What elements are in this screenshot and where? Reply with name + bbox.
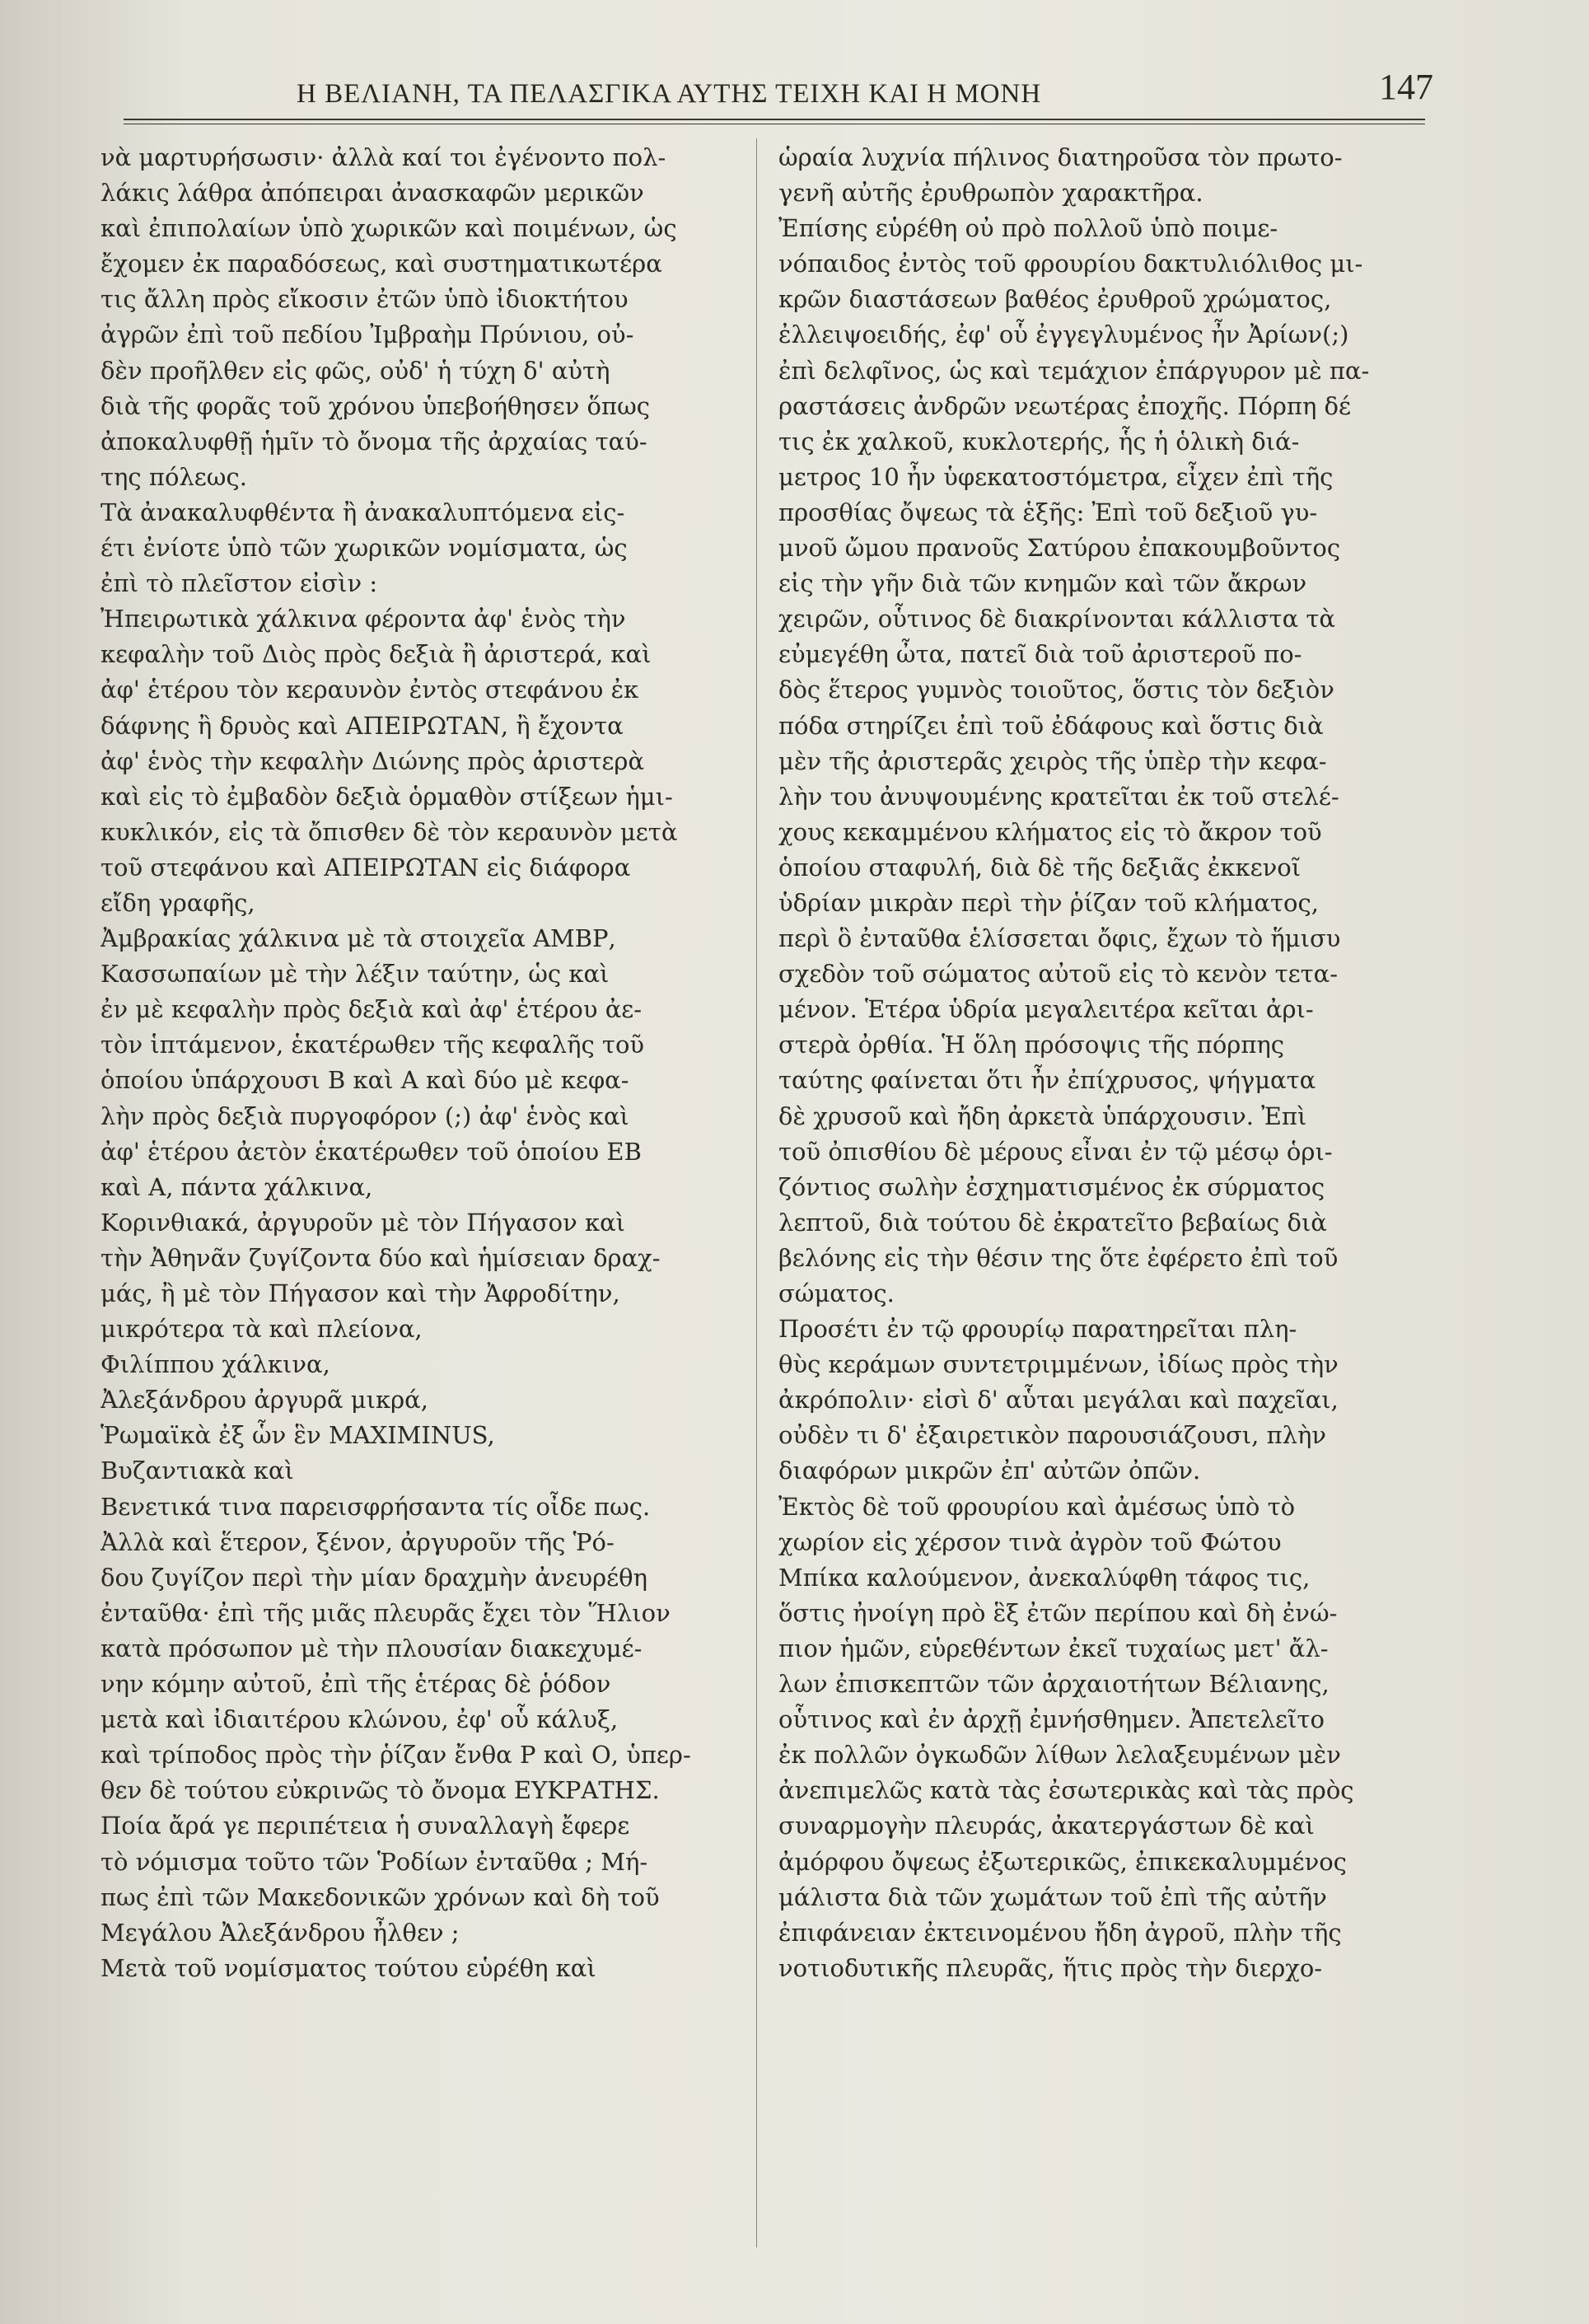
text-line: δὲ χρυσοῦ καὶ ἤδη ἀρκετὰ ὑπάρχουσιν. Ἐπὶ (778, 1101, 1307, 1130)
text-line: ζόντιος σωλὴν ἐσχηματισμένος ἐκ σύρματος (778, 1172, 1325, 1201)
text-line: συναρμογὴν πλευράς, ἀκατεργάστων δὲ καὶ (778, 1812, 1315, 1840)
text-line: περὶ ὃ ἐνταῦθα ἑλίσσεται ὄφις, ἔχων τὸ ἥμισυ (778, 924, 1341, 953)
column-divider (756, 138, 757, 2247)
text-line: ὁποίου ὑπάρχουσι Β καὶ Α καὶ δύο μὲ κεφα- (100, 1066, 629, 1095)
text-line: Ἀμβρακίας χάλκινα μὲ τὰ στοιχεῖα ΑΜΒΡ, (100, 924, 616, 953)
header-rule (124, 119, 1425, 120)
text-line: λὴν πρὸς δεξιὰ πυργοφόρον (;) ἀφ' ἑνὸς καὶ (100, 1101, 629, 1130)
text-line: καὶ τρίποδος πρὸς τὴν ῥίζαν ἔνθα Ρ καὶ Ο, ὑπερ- (100, 1741, 691, 1770)
text-line: Μπίκα καλούμενον, ἀνεκαλύφθη τάφος τις, (778, 1563, 1311, 1592)
text-line: νην κόμην αὐτοῦ, ἐπὶ τῆς ἑτέρας δὲ ῥόδον (100, 1670, 611, 1699)
text-line: χωρίον εἰς χέρσον τινὰ ἀγρὸν τοῦ Φώτου (778, 1527, 1282, 1556)
text-line: δου ζυγίζον περὶ τὴν μίαν δραχμὴν ἀνευρέθη (100, 1563, 647, 1592)
text-line: ἐκ πολλῶν ὀγκωδῶν λίθων λελαξευμένων μὲν (778, 1741, 1341, 1770)
text-line: ραστάσεις ἀνδρῶν νεωτέρας ἐποχῆς. Πόρπη δέ (778, 391, 1352, 420)
text-line: μάλιστα διὰ τῶν χωμάτων τοῦ ἐπὶ τῆς αὐτῆν (778, 1882, 1327, 1911)
text-line: λων ἐπισκεπτῶν τῶν ἀρχαιοτήτων Βέλιανης, (778, 1670, 1330, 1699)
text-line: τὴν Ἀθηνᾶν ζυγίζοντα δύο καὶ ἡμίσειαν δραχ- (100, 1243, 661, 1272)
text-line: τὸν ἱπτάμενον, ἑκατέρωθεν τῆς κεφαλῆς τοῦ (100, 1031, 645, 1059)
text-line: λάκις λάθρα ἀπόπειραι ἀνασκαφῶν μερικῶν (100, 179, 644, 208)
text-line: Ἀλεξάνδρου ἀργυρᾶ μικρά, (100, 1386, 428, 1415)
text-line: στερὰ ὀρθία. Ἡ ὅλη πρόσοψις τῆς πόρπης (778, 1031, 1285, 1059)
text-line: Κασσωπαίων μὲ τὴν λέξιν ταύτην, ὡς καὶ (100, 960, 610, 989)
text-line: ἀμόρφου ὄψεως ἐξωτερικῶς, ἐπικεκαλυμμένος (778, 1847, 1347, 1876)
text-line: τὸ νόμισμα τοῦτο τῶν Ῥοδίων ἐνταῦθα ; Μή- (100, 1847, 648, 1876)
text-line: διὰ τῆς φορᾶς τοῦ χρόνου ὑπεβοήθησεν ὅπως (100, 391, 650, 420)
text-line: κρῶν διαστάσεων βαθέος ἐρυθροῦ χρώματος, (778, 285, 1332, 314)
text-line: Ἐπίσης εὑρέθη οὐ πρὸ πολλοῦ ὑπὸ ποιμε- (778, 214, 1278, 243)
text-line: τοῦ ὀπισθίου δὲ μέρους εἶναι ἐν τῷ μέσῳ ὁρι- (778, 1137, 1333, 1166)
text-line: μικρότερα τὰ καὶ πλείονα, (100, 1315, 423, 1344)
text-line: μάς, ἢ μὲ τὸν Πήγασον καὶ τὴν Ἀφροδίτην, (100, 1279, 620, 1307)
text-line: θεν δὲ τούτου εὐκρινῶς τὸ ὄνομα ΕΥΚΡΑΤΗΣ. (100, 1776, 660, 1805)
text-line: καὶ εἰς τὸ ἐμβαδὸν δεξιὰ ὁρμαθὸν στίξεων ἡμι- (100, 782, 673, 811)
text-line: τις ἄλλη πρὸς εἴκοσιν ἐτῶν ὑπὸ ἰδιοκτήτου (100, 285, 629, 314)
text-line: χους κεκαμμένου κλήματος εἰς τὸ ἄκρον τοῦ (778, 817, 1322, 846)
text-line: πιον ἡμῶν, εὑρεθέντων ἐκεῖ τυχαίως μετ' ἄλ- (778, 1634, 1329, 1662)
left-text-column (100, 140, 751, 1986)
text-line: Προσέτι ἐν τῷ φρουρίῳ παρατηρεῖται πλη- (778, 1315, 1297, 1344)
text-line: Ἠπειρωτικὰ χάλκινα φέροντα ἀφ' ἑνὸς τὴν (100, 605, 626, 634)
text-line: ἐπὶ δελφῖνος, ὡς καὶ τεμάχιον ἐπάργυρον μὲ πα- (778, 356, 1370, 385)
text-line: ἐνταῦθα· ἐπὶ τῆς μιᾶς πλευρᾶς ἔχει τὸν Ἥλιον (100, 1598, 671, 1627)
running-title: Η ΒΕΛΙΑΝΗ, ΤΑ ΠΕΛΑΣΓΙΚΑ ΑΥΤΗΣ ΤΕΙΧΗ ΚΑΙ Η ΜΟΝΗ (297, 79, 1042, 109)
text-line: ἐπὶ τὸ πλεῖστον εἰσὶν : (100, 569, 378, 598)
text-line: οὐδὲν τι δ' ἐξαιρετικὸν παρουσιάζουσι, πλὴν (778, 1421, 1327, 1450)
text-line: ἀγρῶν ἐπὶ τοῦ πεδίου Ἰμβραὴμ Πρύνιου, οὐ- (100, 320, 634, 349)
text-line: νοτιοδυτικῆς πλευρᾶς, ἥτις πρὸς τὴν διερχο- (778, 1953, 1323, 1982)
text-line: πόδα στηρίζει ἐπὶ τοῦ ἐδάφους καὶ ὅστις διὰ (778, 711, 1324, 740)
text-line: πως ἐπὶ τῶν Μακεδονικῶν χρόνων καὶ δὴ τοῦ (100, 1882, 660, 1911)
running-header (247, 64, 1433, 122)
text-line: ὁποίου σταφυλή, διὰ δὲ τῆς δεξιᾶς ἐκκενοῖ (778, 853, 1302, 881)
text-line: μετρος 10 ἦν ὑφεκατοστόμετρα, εἶχεν ἐπὶ τῆς (778, 462, 1334, 491)
text-line: μένον. Ἑτέρα ὑδρία μεγαλειτέρα κεῖται ἀρι- (778, 995, 1314, 1024)
text-line: δὸς ἕτερος γυμνὸς τοιοῦτος, ὅστις τὸν δεξιὸν (778, 676, 1334, 704)
text-line: γενῆ αὐτῆς ἐρυθρωπὸν χαρακτῆρα. (778, 179, 1203, 208)
text-line: χειρῶν, οὗτινος δὲ διακρίνονται κάλλιστα τὰ (778, 605, 1336, 634)
text-line: μετὰ καὶ ἰδιαιτέρου κλώνου, ἐφ' οὗ κάλυξ, (100, 1705, 619, 1734)
text-line: ἔχομεν ἐκ παραδόσεως, καὶ συστηματικωτέρα (100, 250, 662, 278)
text-line: Μεγάλου Ἀλεξάνδρου ἦλθεν ; (100, 1918, 460, 1947)
text-line: νόπαιδος ἐντὸς τοῦ φρουρίου δακτυλιόλιθος μι- (778, 250, 1363, 278)
text-line: της πόλεως. (100, 462, 247, 491)
text-line: ὅστις ἠνοίγη πρὸ ἓξ ἐτῶν περίπου καὶ δὴ ἐνώ- (778, 1598, 1338, 1627)
text-line: νὰ μαρτυρήσωσιν· ἀλλὰ καί τοι ἐγένοντο πολ- (100, 143, 666, 171)
text-line: Ἀλλὰ καὶ ἕτερον, ξένον, ἀργυροῦν τῆς Ῥό- (100, 1527, 615, 1556)
text-line: κυκλικόν, εἰς τὰ ὄπισθεν δὲ τὸν κεραυνὸν μετὰ (100, 817, 678, 846)
text-line: λεπτοῦ, διὰ τούτου δὲ ἐκρατεῖτο βεβαίως διὰ (778, 1208, 1327, 1237)
text-line: εἰς τὴν γῆν διὰ τῶν κνημῶν καὶ τῶν ἄκρων (778, 569, 1307, 598)
text-line: ὑδρίαν μικρὰν περὶ τὴν ῥίζαν τοῦ κλήματος, (778, 888, 1319, 917)
text-line: καὶ Α, πάντα χάλκινα, (100, 1172, 373, 1201)
text-line: ἐν μὲ κεφαλὴν πρὸς δεξιὰ καὶ ἀφ' ἑτέρου ἀε- (100, 995, 643, 1024)
text-line: Μετὰ τοῦ νομίσματος τούτου εὑρέθη καὶ (100, 1953, 596, 1982)
text-line: ἀποκαλυφθῇ ἡμῖν τὸ ὄνομα τῆς ἀρχαίας ταύ- (100, 427, 647, 456)
text-line: σχεδὸν τοῦ σώματος αὐτοῦ εἰς τὸ κενὸν τετα- (778, 960, 1339, 989)
text-line: οὗτινος καὶ ἐν ἀρχῇ ἐμνήσθημεν. Ἀπετελεῖτο (778, 1705, 1325, 1734)
text-line: εἴδη γραφῆς, (100, 888, 255, 917)
text-line: βελόνης εἰς τὴν θέσιν της ὅτε ἐφέρετο ἐπὶ τοῦ (778, 1243, 1339, 1272)
text-line: θὺς κεράμων συντετριμμένων, ἰδίως πρὸς τὴν (778, 1350, 1339, 1379)
text-line: Βυζαντιακὰ καὶ (100, 1457, 294, 1485)
text-line: Φιλίππου χάλκινα, (100, 1350, 330, 1379)
text-line: καὶ ἐπιπολαίων ὑπὸ χωρικῶν καὶ ποιμένων, ὡς (100, 214, 677, 243)
text-line: Ποία ἄρά γε περιπέτεια ἡ συναλλαγὴ ἔφερε (100, 1812, 630, 1840)
text-line: Βενετικά τινα παρεισφρήσαντα τίς οἶδε πως. (100, 1492, 651, 1521)
text-line: ἀφ' ἑνὸς τὴν κεφαλὴν Διώνης πρὸς ἀριστερὰ (100, 746, 645, 775)
page-number: 147 (1379, 67, 1433, 107)
text-line: προσθίας ὄψεως τὰ ἑξῆς: Ἐπὶ τοῦ δεξιοῦ γυ- (778, 498, 1318, 526)
text-line: ἀκρόπολιν· εἰσὶ δ' αὗται μεγάλαι καὶ παχεῖαι, (778, 1386, 1339, 1415)
right-text-column (778, 140, 1437, 1986)
text-line: μὲν τῆς ἀριστερᾶς χειρὸς τῆς ὑπὲρ τὴν κεφα- (778, 746, 1327, 775)
text-line: δὲν προῆλθεν εἰς φῶς, οὐδ' ἡ τύχη δ' αὐτὴ (100, 356, 610, 385)
text-line: Ῥωμαϊκὰ ἐξ ὧν ἓν MAXIMINUS, (100, 1421, 495, 1450)
text-line: Κορινθιακά, ἀργυροῦν μὲ τὸν Πήγασον καὶ (100, 1208, 626, 1237)
text-line: ἀφ' ἑτέρου τὸν κεραυνὸν ἐντὸς στεφάνου ἐκ (100, 676, 639, 704)
text-line: μνοῦ ὤμου πρανοῦς Σατύρου ἐπακουμβοῦντος (778, 534, 1341, 563)
text-line: ἐπιφάνειαν ἐκτεινομένου ἤδη ἀγροῦ, πλὴν τῆς (778, 1918, 1342, 1947)
text-line: δάφνης ἢ δρυὸς καὶ ΑΠΕΙΡΩΤΑΝ, ἢ ἔχοντα (100, 711, 624, 740)
text-line: Τὰ ἀνακαλυφθέντα ἢ ἀνακαλυπτόμενα εἰς- (100, 498, 625, 526)
text-line: ταύτης φαίνεται ὅτι ἦν ἐπίχρυσος, ψήγματα (778, 1066, 1316, 1095)
text-line: έτι ἐνίοτε ὑπὸ τῶν χωρικῶν νομίσματα, ὡς (100, 534, 628, 563)
text-line: ἐλλειψοειδής, ἐφ' οὗ ἐγγεγλυμένος ἦν Ἀρίων(;) (778, 320, 1349, 349)
text-line: κατὰ πρόσωπον μὲ τὴν πλουσίαν διακεχυμέ- (100, 1634, 643, 1662)
text-line: σώματος. (778, 1279, 895, 1307)
text-line: ἀνεπιμελῶς κατὰ τὰς ἐσωτερικὰς καὶ τὰς πρὸς (778, 1776, 1354, 1805)
text-line: ἀφ' ἑτέρου ἀετὸν ἑκατέρωθεν τοῦ ὁποίου ΕΒ (100, 1137, 642, 1166)
text-line: Ἐκτὸς δὲ τοῦ φρουρίου καὶ ἀμέσως ὑπὸ τὸ (778, 1492, 1296, 1521)
text-line: κεφαλὴν τοῦ Διὸς πρὸς δεξιὰ ἢ ἀριστερά, καὶ (100, 640, 652, 669)
text-line: ὡραία λυχνία πήλινος διατηροῦσα τὸν πρωτο- (778, 143, 1343, 171)
text-line: διαφόρων μικρῶν ἐπ' αὐτῶν ὀπῶν. (778, 1457, 1201, 1485)
text-line: τις ἐκ χαλκοῦ, κυκλοτερής, ἧς ἡ ὁλικὴ διά- (778, 427, 1300, 456)
text-line: εὐμεγέθη ὦτα, πατεῖ διὰ τοῦ ἀριστεροῦ πο- (778, 640, 1302, 669)
text-line: λὴν του ἀνυψουμένης κρατεῖται ἐκ τοῦ στελέ- (778, 782, 1339, 811)
text-line: τοῦ στεφάνου καὶ ΑΠΕΙΡΩΤΑΝ εἰς διάφορα (100, 853, 631, 881)
